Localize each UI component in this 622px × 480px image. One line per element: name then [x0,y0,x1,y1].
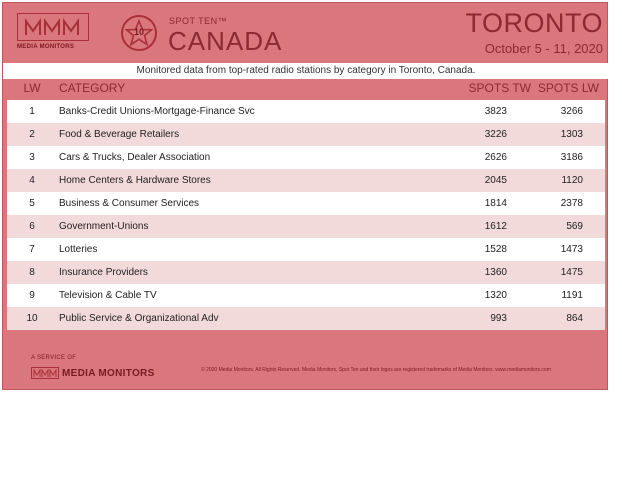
city-title: TORONTO [465,8,603,38]
copyright: © 2020 Media Monitors. All Rights Reserved. Media Monitors, Spot Ten and their logos are registered trademarks of Media Monitors. www.mediamonitors.com [201,367,551,373]
spots-tw-cell: 2626 [484,152,507,163]
spots-lw-cell: 864 [566,313,583,324]
category-cell: Banks-Credit Unions-Mortgage-Finance Svc [59,106,255,117]
column-header-spots-tw: SPOTS TW [468,81,531,95]
spots-tw-cell: 3226 [484,129,507,140]
brand-logo-text: MEDIA MONITORS [17,44,75,50]
badge-number: 10 [133,27,144,37]
table-row [7,238,605,261]
category-cell: Cars & Trucks, Dealer Association [59,152,211,163]
spots-lw-cell: 1303 [560,129,583,140]
column-header-category: CATEGORY [59,81,126,95]
category-cell: Home Centers & Hardware Stores [59,175,211,186]
service-label: A SERVICE OF [31,355,77,361]
spots-tw-cell: 993 [490,313,507,324]
spots-lw-cell: 1191 [561,290,583,301]
spots-lw-cell: 3186 [560,152,583,163]
spots-tw-cell: 1814 [484,198,507,209]
rank-cell: 4 [29,175,35,186]
column-header-lw: LW [23,81,41,95]
table-row [7,169,605,192]
star-badge-icon [121,15,157,51]
media-monitors-logo-icon [17,13,89,41]
spots-tw-cell: 3823 [484,106,507,117]
rank-cell: 3 [29,152,35,163]
subtitle-bar [3,63,609,79]
category-cell: Public Service & Organizational Adv [59,313,219,324]
header [3,3,609,65]
spots-lw-cell: 569 [566,221,583,232]
spots-tw-cell: 2045 [484,175,507,186]
category-cell: Insurance Providers [59,267,148,278]
rank-cell: 5 [29,198,35,209]
spots-lw-cell: 1120 [561,175,583,186]
rank-cell: 8 [29,267,35,278]
rank-cell: 7 [29,244,35,255]
rank-cell: 1 [29,106,35,117]
country-title: CANADA [168,26,283,56]
category-cell: Food & Beverage Retailers [59,129,180,140]
spots-lw-cell: 1473 [560,244,583,255]
table-row [7,307,605,330]
media-monitors-logo [17,13,95,55]
spots-tw-cell: 1360 [484,267,507,278]
table-row [7,215,605,238]
spots-tw-cell: 1528 [484,244,507,255]
spots-lw-cell: 2378 [560,198,583,209]
table-row [7,100,605,123]
rank-cell: 10 [26,313,38,324]
spot-ten-label: SPOT TEN™ [169,16,228,26]
table-row [7,284,605,307]
spots-tw-cell: 1612 [484,221,507,232]
spots-lw-cell: 3266 [560,106,583,117]
category-table [7,100,605,330]
subtitle: Monitored data from top-rated radio stations by category in Toronto, Canada. [136,65,476,76]
spot-ten-card [2,2,608,390]
spots-tw-cell: 1320 [484,290,507,301]
table-row [7,261,605,284]
rank-cell: 6 [29,221,35,232]
date-range: October 5 - 11, 2020 [484,41,603,56]
category-cell: Business & Consumer Services [59,198,200,209]
column-header-spots-lw: SPOTS LW [537,81,599,95]
category-cell: Government-Unions [59,221,149,232]
category-cell: Television & Cable TV [59,290,157,301]
rank-cell: 2 [29,129,35,140]
table-row [7,146,605,169]
category-cell: Lotteries [59,244,98,255]
spots-lw-cell: 1475 [560,267,583,278]
table-row [7,192,605,215]
footer [3,347,609,391]
rank-cell: 9 [29,290,35,301]
media-monitors-logo-icon [31,367,59,379]
footer-logo [31,367,155,379]
table-row [7,123,605,146]
footer-brand: MEDIA MONITORS [62,367,155,379]
